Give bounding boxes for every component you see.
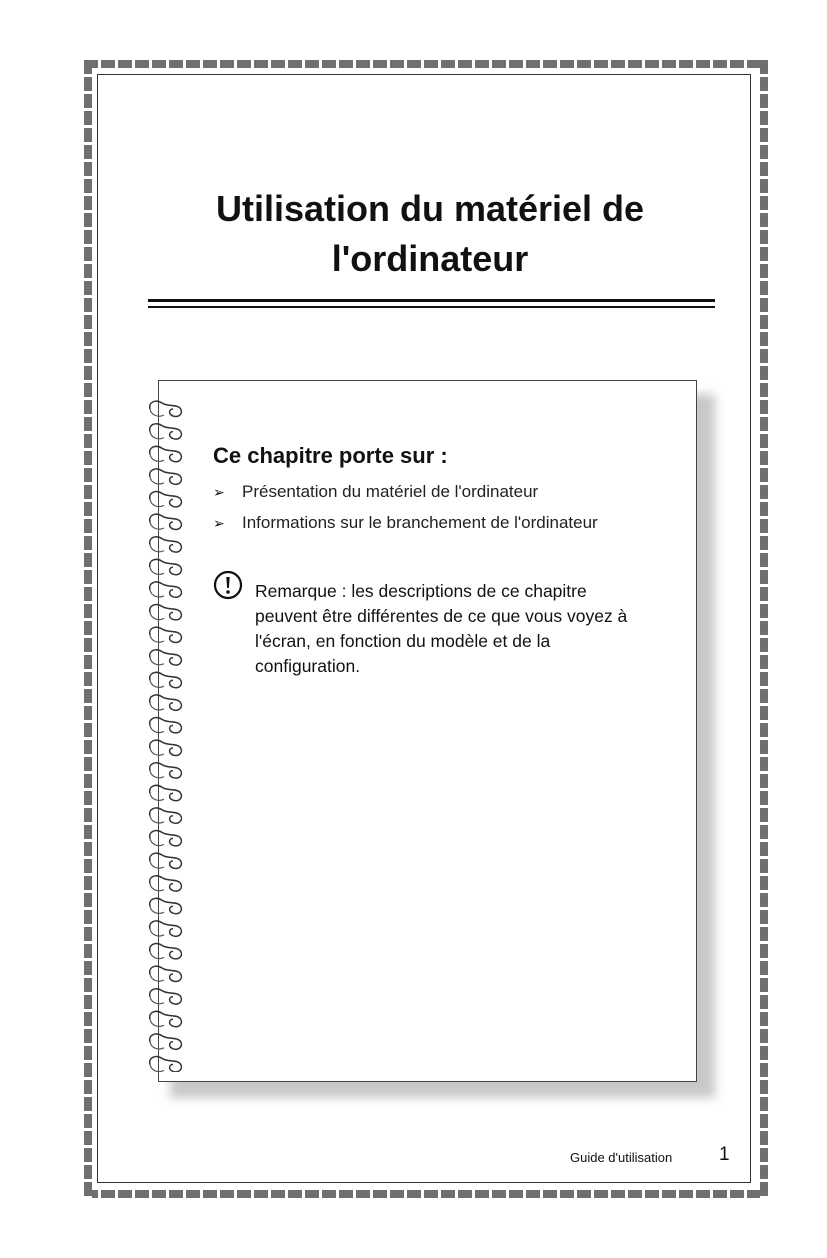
spiral-ring [150,808,182,823]
spiral-ring [150,785,182,800]
spiral-ring [150,966,182,981]
spiral-ring [150,989,182,1004]
topic-text: Informations sur le branchement de l'ordinateur [242,513,598,532]
spiral-ring [150,424,182,439]
spiral-ring [150,650,182,665]
topic-list [213,480,598,542]
spiral-ring [150,695,182,710]
arrow-bullet-icon: ➢ [213,515,225,531]
spiral-ring [150,944,182,959]
note-body: les descriptions de ce chapitre peuvent être différentes de ce que vous voyez à l'écran, en fonction du modèle et de la configuration. [255,581,628,676]
list-item [213,480,598,511]
spiral-ring [150,582,182,597]
spiral-ring [150,921,182,936]
note-label: Remarque : [255,581,347,601]
list-item [213,511,598,542]
spiral-binding-icon [146,396,188,1072]
page-frame-bottom [84,1190,768,1198]
page-frame-top [84,60,768,68]
spiral-ring [150,514,182,529]
spiral-ring [150,401,182,416]
spiral-ring [150,672,182,687]
spiral-ring [150,1057,182,1072]
page-frame-left [84,60,92,1198]
spiral-ring [150,831,182,846]
page-title: Utilisation du matériel de l'ordinateur [215,188,645,279]
spiral-ring [150,898,182,913]
spiral-ring [150,537,182,552]
note-text [255,579,635,679]
spiral-ring [150,740,182,755]
spiral-ring [150,559,182,574]
footer-guide-title: Guide d'utilisation [570,1150,673,1165]
title-rule-thin [148,306,715,308]
spiral-ring [150,1034,182,1049]
spiral-ring [150,876,182,891]
spiral-ring [150,718,182,733]
title-rule-thick [148,299,715,302]
spiral-ring [150,853,182,868]
spiral-ring [150,1011,182,1026]
topic-text: Présentation du matériel de l'ordinateur [242,482,539,501]
spiral-ring [150,446,182,461]
chapter-heading: Ce chapitre porte sur : [213,443,448,468]
spiral-ring [150,627,182,642]
spiral-ring [150,605,182,620]
spiral-ring [150,492,182,507]
page-frame-right [760,60,768,1198]
page-number: 1 [719,1144,730,1165]
spiral-ring [150,469,182,484]
spiral-ring [150,763,182,778]
arrow-bullet-icon: ➢ [213,484,225,500]
exclamation-circle-icon [213,570,243,600]
